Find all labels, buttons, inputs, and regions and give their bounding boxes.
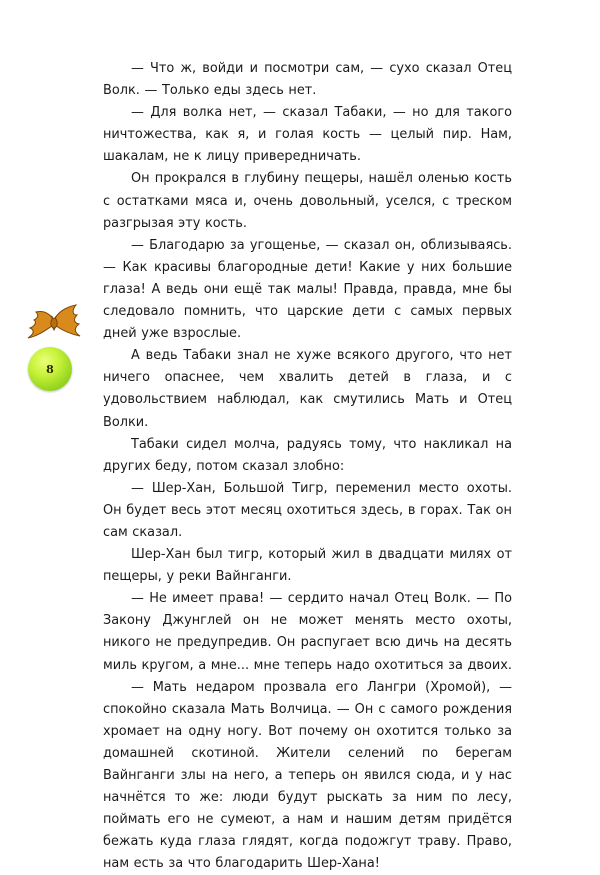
page-number: 8 xyxy=(46,362,54,376)
paragraph-8: Шер-Хан был тигр, который жил в двадцати милях от пещеры, у реки Вайнганги. xyxy=(103,547,512,585)
paragraph-4: — Благодарю за угощенье, — сказал он, облизываясь. — Как красивы благородные дети! Какие у них большие глаза! А ведь они ещё так малы! Правда, правда, мне бы следовало помнить, что царские дети с самых первых дней уже взрослые. xyxy=(103,237,512,342)
page-number-ball xyxy=(28,347,72,391)
paragraph-6: Табаки сидел молча, радуясь тому, что накликал на других беду, потом сказал злобно: xyxy=(103,436,512,474)
paragraph-10: — Мать недаром прозвала его Лангри (Хромой), — спокойно сказала Мать Волчица. — Он с самого рождения хромает на одну ногу. Вот почему он охотится только за домашней скотиной. Жители селений по берегам Вайнганги злы на него, а теперь он явился сюда, и у нас начнётся то же: люди будут рыскать за ним по лесу, поймать его не сумеют, а нам и нашим детям придётся бежать куда глаза глядят, когда подожгут траву. Право, нам есть за что благодарить Шер-Хана! xyxy=(103,679,512,872)
bat-icon xyxy=(22,300,86,346)
paragraph-2: — Для волка нет, — сказал Табаки, — но для такого ничтожества, как я, и голая кость — целый пир. Нам, шакалам, не к лицу привередничать. xyxy=(103,105,512,165)
paragraph-3: Он прокрался в глубину пещеры, нашёл оленью кость с остатками мяса и, очень довольный, уселся, с треском разгрызая эту кость. xyxy=(103,171,512,231)
paragraph-5: А ведь Табаки знал не хуже всякого другого, что нет ничего опаснее, чем хвалить детей в глаза, и с удовольствием наблюдал, как смутились Мать и Отец Волки. xyxy=(103,348,512,430)
paragraph-1: — Что ж, войди и посмотри сам, — сухо сказал Отец Волк. — Только еды здесь нет. xyxy=(103,61,512,99)
paragraph-7: — Шер-Хан, Большой Тигр, переменил место охоты. Он будет весь этот месяц охотиться здесь, в горах. Так он сам сказал. xyxy=(103,480,512,540)
paragraph-9: — Не имеет права! — сердито начал Отец Волк. — По Закону Джунглей он не может менять место охоты, никого не предупредив. Он распугает всю дичь на десять миль кругом, а мне... мне теперь надо охотиться за двоих. xyxy=(103,591,512,673)
page-text xyxy=(103,58,512,875)
